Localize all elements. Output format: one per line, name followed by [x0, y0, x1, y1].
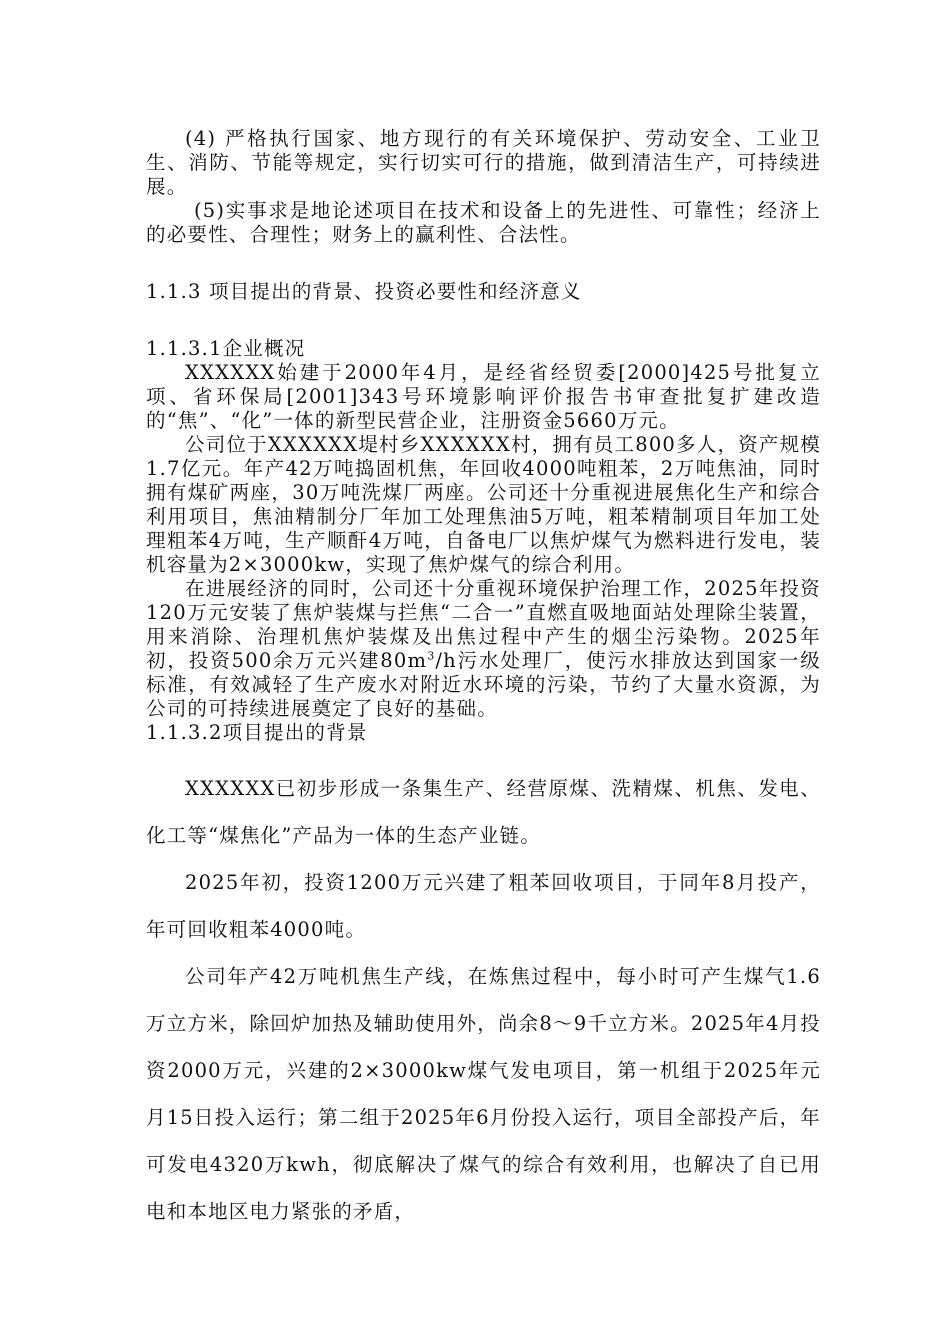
company-founding-paragraph: XXXXXX始建于2000年4月，是经省经贸委[2000]425号批复立项、省环保局[2001]343号环境影响评价报告书审查批复扩建改造的“焦”、“化”一体的新型民营企业，注册资金5660万元。 — [146, 361, 821, 432]
benzene-recovery-paragraph: 2025年初，投资1200万元兴建了粗苯回收项目，于同年8月投产，年可回收粗苯4000吨。 — [146, 871, 821, 941]
industry-chain-paragraph: XXXXXX已初步形成一条集生产、经营原煤、洗精煤、机焦、发电、化工等“煤焦化”产品为一体的生态产业链。 — [146, 777, 821, 847]
principle-5-paragraph: (5)实事求是地论述项目在技术和设备上的先进性、可靠性；经济上的必要性、合理性；财务上的赢利性、合法性。 — [146, 199, 821, 246]
cubic-unit-superscript: 3 — [427, 649, 436, 663]
env-text-part1: 在进展经济的同时，公司还十分重视环境保护治理工作，2025年投资120万元安装了焦炉装煤与拦焦“二合一”直燃直吸地面站处理除尘装置，用来消除、治理机焦炉装煤及出焦过程中产生的烟尘污染物。2025年初，投资500余万元兴建80m — [146, 577, 821, 672]
section-1131-heading: 1.1.3.1企业概况 — [146, 337, 306, 360]
section-113-heading: 1.1.3 项目提出的背景、投资必要性和经济意义 — [146, 280, 582, 303]
company-profile-paragraph: 公司位于XXXXXX堤村乡XXXXXX村，拥有员工800多人，资产规模1.7亿元。年产42万吨捣固机焦，年回收4000吨粗苯，2万吨焦油，同时拥有煤矿两座，30万吨洗煤厂两座。公司还十分重视进展焦化生产和综合利用项目，焦油精制分厂年加工处理焦油5万吨，粗苯精制项目年加工处理粗苯4万吨，生产顺酐4万吨，自备电厂以焦炉煤气为燃料进行发电，装机容量为2×3000kw，实现了焦炉煤气的综合利用。 — [146, 433, 821, 576]
environmental-protection-paragraph — [146, 577, 821, 721]
section-1132-body — [146, 765, 821, 1235]
section-1132-heading: 1.1.3.2项目提出的背景 — [146, 721, 368, 744]
gas-power-paragraph: 公司年产42万吨机焦生产线，在炼焦过程中，每小时可产生煤气1.6万立方米，除回炉加热及辅助使用外，尚余8～9千立方米。2025年4月投资2000万元，兴建的2×3000kw煤气发电项目，第一机组于2025年元月15日投入运行；第二组于2025年6月份投入运行，项目全部投产后，年可发电4320万kwh，彻底解决了煤气的综合有效利用，也解决了自已用电和本地区电力紧张的矛盾， — [146, 965, 821, 1223]
env-text-part2: /h污水处理厂，使污水排放达到国家一级标准，有效减轻了生产废水对附近水环境的污染，节约了大量水资源，为公司的可持续进展奠定了良好的基础。 — [146, 649, 821, 720]
principles-block — [146, 127, 821, 247]
section-113 — [146, 280, 821, 304]
section-1131 — [146, 337, 821, 745]
principle-4-paragraph: (4) 严格执行国家、地方现行的有关环境保护、劳动安全、工业卫生、消防、节能等规定，实行切实可行的措施，做到清洁生产，可持续进展。 — [146, 127, 821, 198]
